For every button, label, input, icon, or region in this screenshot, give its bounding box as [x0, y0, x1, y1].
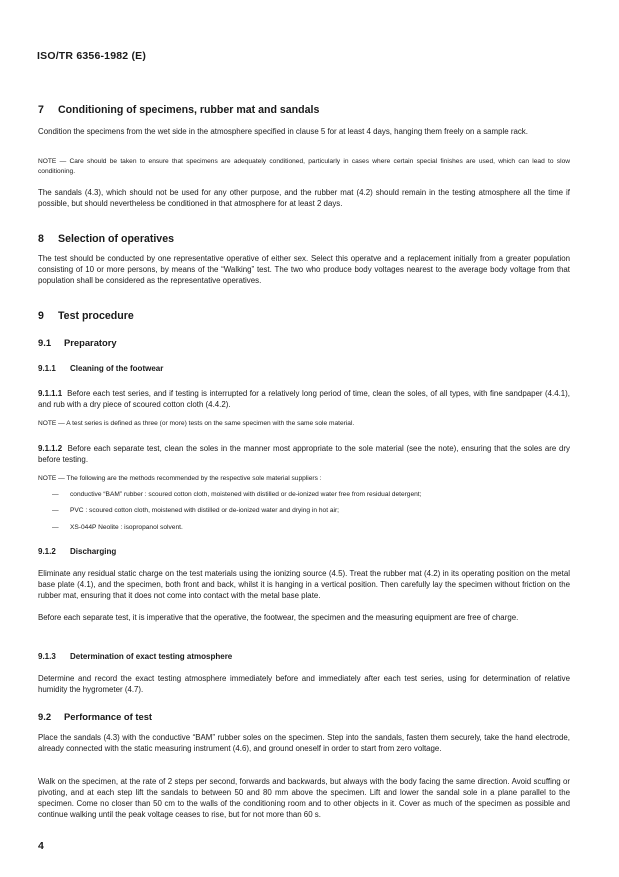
list-dash: —	[52, 507, 59, 514]
note: NOTE — The following are the methods recommended by the respective sole material suppliers :	[38, 475, 322, 482]
note: NOTE — Care should be taken to ensure that specimens are adequately conditioned, particularly in cases where certain special finishes are used, which can lead to slow conditioning.	[38, 158, 570, 175]
list-dash: —	[52, 524, 59, 531]
list-item-text: XS-044P Neolite : isopropanol solvent.	[70, 524, 183, 531]
section-7-heading	[38, 104, 319, 116]
clause-9-1-1-2	[38, 444, 570, 466]
section-8-heading	[38, 233, 174, 245]
list-item	[52, 523, 570, 532]
paragraph: Eliminate any residual static charge on the test materials using the ionizing source (4.5). Treat the rubber mat (4.2) in its operating position on the metal base plate (4.1), and the specimen, both front and back, whilst it is hanging in a vertical position. Then carefully lay the specimen without friction on the rubber mat, ensuring that it does not come into contact with the metal base plate.	[38, 569, 570, 600]
section-title: Discharging	[70, 547, 117, 556]
section-number: 8	[38, 233, 44, 245]
section-9-2-heading	[38, 711, 152, 722]
section-number: 9.1.3	[38, 652, 56, 661]
section-title: Test procedure	[58, 310, 134, 322]
clause-number: 9.1.1.1	[38, 389, 63, 398]
section-number: 9.1	[38, 337, 52, 348]
note: NOTE — A test series is defined as three (or more) tests on the same specimen with the same sole material.	[38, 420, 355, 427]
paragraph: Walk on the specimen, at the rate of 2 steps per second, forwards and backwards, but always with the body facing the same direction. Avoid scuffing or pivoting, and at each step lift the sandals to between 50 and 80 mm above the specimen. Lift and lower the sandal sole in a plane parallel to the specimen. Come no closer than 50 cm to the walls of the conditioning room and to other objects in it. Cover as much of the specimen as possible and continue walking until the peak voltage ceases to rise, but for not more than 60 s.	[38, 777, 570, 819]
paragraph: Condition the specimens from the wet side in the atmosphere specified in clause 5 for at least 4 days, hanging them freely on a sample rack.	[38, 127, 528, 136]
clause-number: 9.1.1.2	[38, 444, 63, 453]
section-9-1-2-heading	[38, 547, 116, 556]
section-9-1-heading	[38, 337, 117, 348]
section-number: 9.1.2	[38, 547, 56, 556]
paragraph: Determine and record the exact testing atmosphere immediately before and immediately after each test series, using for determination of relative humidity the hygrometer (4.7).	[38, 674, 570, 694]
section-title: Determination of exact testing atmosphere	[70, 652, 233, 661]
section-title: Selection of operatives	[58, 233, 174, 245]
standard-id: ISO/TR 6356-1982 (E)	[37, 50, 147, 62]
section-9-1-3-heading	[38, 652, 232, 661]
section-number: 9	[38, 310, 44, 322]
page-number: 4	[38, 840, 44, 852]
paragraph: The test should be conducted by one representative operative of either sex. Select this operatve and a replacement initially from a greater population consisting of 10 or more persons, by means of the “Walking” test. The two who produce body voltages nearest to the average body voltage from that population shall be considered as the representative operatives.	[38, 254, 570, 285]
section-number: 9.1.1	[38, 364, 56, 373]
paragraph: The sandals (4.3), which should not be used for any other purpose, and the rubber mat (4.2) should remain in the testing atmosphere all the time if possible, but should nevertheless be conditioned in that atmosphere for at least 2 days.	[38, 188, 570, 208]
paragraph: Place the sandals (4.3) with the conductive “BAM” rubber soles on the specimen. Step into the sandals, fasten them securely, take the hand electrode, already connected with the static measuring instrument (4.6), and ground oneself in order to start from zero voltage.	[38, 733, 570, 753]
section-9-heading	[38, 310, 134, 322]
clause-text: Before each separate test, clean the soles in the manner most appropriate to the sole material (see the note), ensuring that the soles are dry before testing.	[38, 444, 571, 464]
section-number: 7	[38, 104, 44, 116]
section-number: 9.2	[38, 711, 52, 722]
section-title: Cleaning of the footwear	[70, 364, 164, 373]
paragraph: Before each separate test, it is imperative that the operative, the footwear, the specimen and the measuring equipment are free of charge.	[38, 613, 519, 622]
list-item-text: conductive “BAM” rubber : scoured cotton cloth, moistened with distilled or de-ionized water free from residual detergent;	[70, 491, 422, 498]
list-item-text: PVC : scoured cotton cloth, moistened with distilled or de-ionized water and drying in hot air;	[70, 507, 340, 514]
section-title: Conditioning of specimens, rubber mat and sandals	[58, 104, 320, 116]
section-title: Preparatory	[64, 337, 117, 348]
clause-text: Before each test series, and if testing is interrupted for a relatively long period of time, clean the soles, of all types, with fine sandpaper (4.4.1), and rub with a dry piece of scoured cotton cloth (4.4.2).	[38, 389, 570, 409]
list-item	[52, 506, 570, 515]
list-dash: —	[52, 491, 59, 498]
section-9-1-1-heading	[38, 364, 163, 373]
clause-9-1-1-1	[38, 389, 570, 411]
section-title: Performance of test	[64, 711, 153, 722]
list-item	[52, 490, 570, 499]
